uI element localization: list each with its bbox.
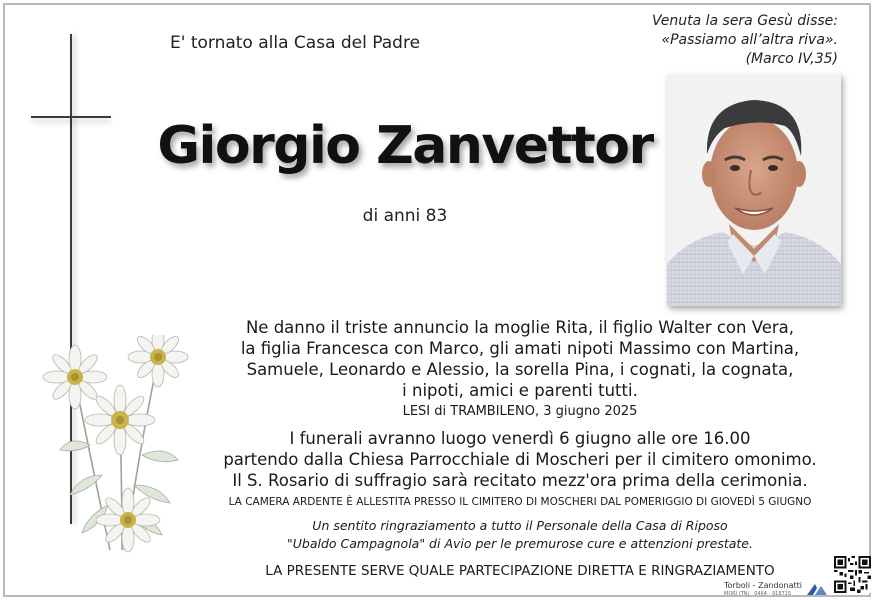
announcement-text [215, 317, 825, 401]
funeral-line: I funerali avranno luogo venerdì 6 giugno alle ore 16.00 [289, 429, 751, 448]
footer-notice: LA PRESENTE SERVE QUALE PARTECIPAZIONE DIRETTA E RINGRAZIAMENTO [265, 563, 775, 579]
quote-line: Venuta la sera Gesù disse: [651, 13, 838, 29]
intro-text: E' tornato alla Casa del Padre [170, 33, 421, 53]
announcement-line: i nipoti, amici e parenti tutti. [402, 381, 638, 400]
deceased-age: di anni 83 [362, 206, 448, 226]
announcement-line: la figlia Francesca con Marco, gli amati nipoti Massimo con Martina, [240, 339, 800, 358]
gospel-quote [578, 12, 838, 69]
camera-ardente-notice: LA CAMERA ARDENTE È ALLESTITA PRESSO IL CIMITERO DI MOSCHERI DAL POMERIGGIO DI GIOVEDÌ 5 GIUGNO [228, 496, 812, 508]
thanks-line: "Ubaldo Campagnola" di Avio per le premurose cure e attenzioni prestate. [287, 536, 753, 551]
funeral-details [215, 428, 825, 491]
quote-line: (Marco IV,35) [745, 51, 838, 67]
edelweiss-illustration [30, 335, 210, 560]
thanks-line: Un sentito ringraziamento a tutto il Personale della Casa di Riposo [312, 518, 728, 533]
cross-horizontal-bar [31, 116, 111, 118]
quote-line: «Passiamo all’altra riva». [661, 32, 838, 48]
deceased-name: Giorgio Zanvettor [157, 116, 653, 176]
agency-logo-icon [805, 582, 829, 596]
qr-code-icon [834, 556, 871, 593]
funeral-line: Il S. Rosario di suffragio sarà recitato mezz'ora prima della cerimonia. [232, 471, 808, 490]
funeral-line: partendo dalla Chiesa Parrocchiale di Moscheri per il cimitero omonimo. [223, 450, 817, 469]
portrait-photo [667, 74, 841, 306]
announcement-line: Samuele, Leonardo e Alessio, la sorella Pina, i cognati, la cognata, [246, 360, 794, 379]
agency-credit [724, 582, 802, 598]
announcement-line: Ne danno il triste annuncio la moglie Rita, il figlio Walter con Vera, [245, 318, 795, 337]
agency-name: Torboli - Zandonatti [724, 581, 802, 590]
thanks-text [215, 517, 825, 553]
agency-detail: MORI (TN) · 0464 - 918715 [724, 591, 792, 597]
place-date: LESI di TRAMBILENO, 3 giugno 2025 [402, 404, 638, 419]
